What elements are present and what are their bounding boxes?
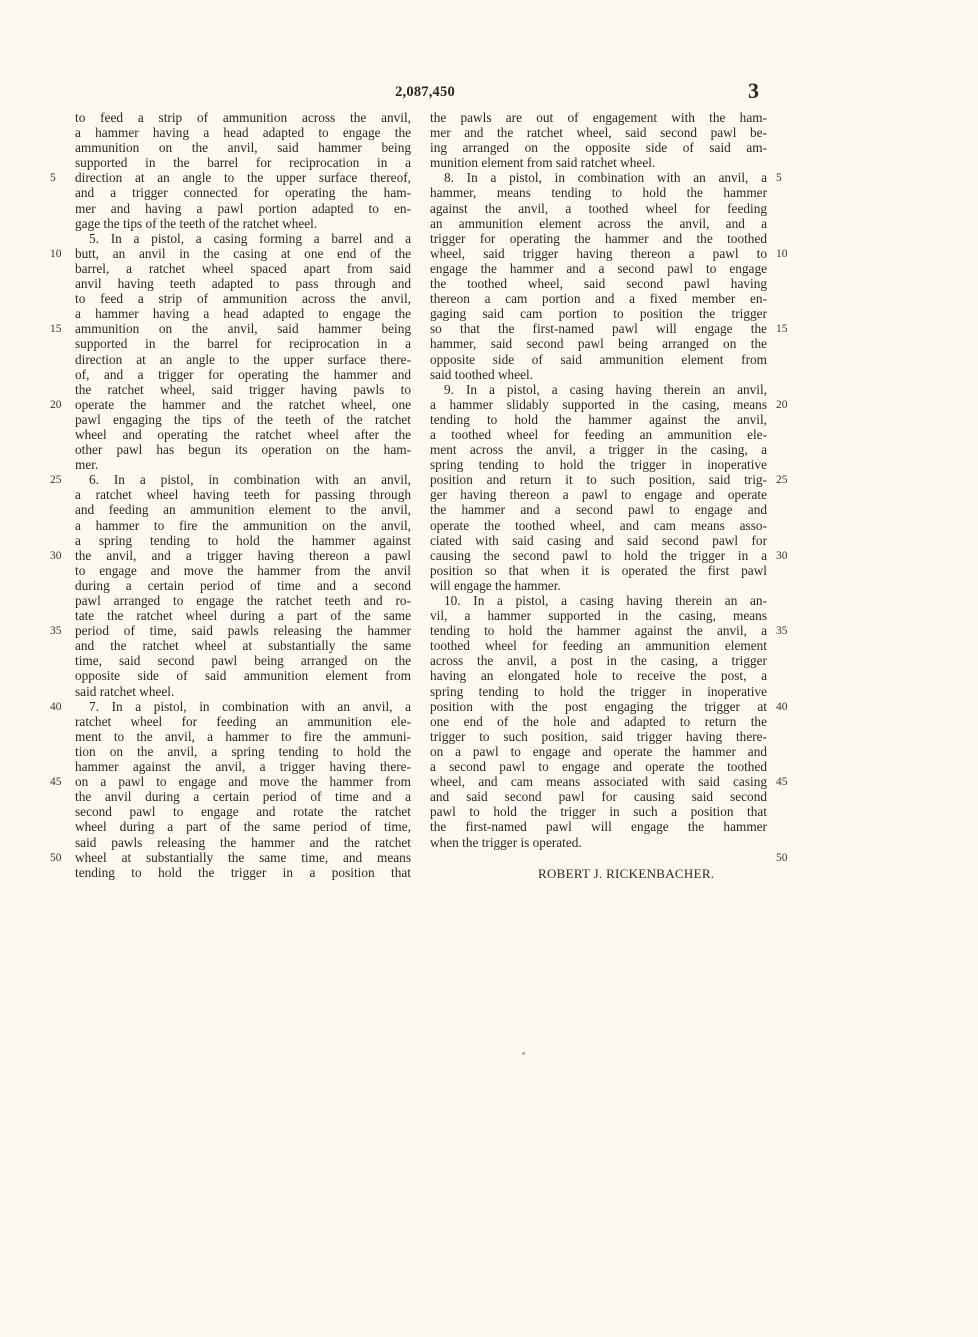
margin-line-number: 40 [50, 700, 62, 713]
text-line: trigger to such position, said trigger having there- [430, 728, 767, 744]
text-line: butt, an anvil in the casing at one end of the [75, 245, 411, 261]
text-line: when the trigger is operated. [430, 834, 582, 850]
text-line: wheel during a part of the same period of time, [75, 819, 411, 835]
text-line: and feeding an ammunition element to the anvil, [75, 502, 411, 518]
text-line: will engage the hammer. [430, 577, 561, 593]
text-line: wheel, said trigger having thereon a pawl to [430, 245, 767, 261]
text-line: trigger for operating the hammer and the toothed [430, 230, 767, 246]
text-line: a ratchet wheel having teeth for passing through [75, 487, 411, 503]
text-line: ger having thereon a pawl to engage and operate [430, 487, 767, 503]
text-line: and said second pawl for causing said second [430, 789, 767, 805]
text-line: and the ratchet wheel at substantially the same [75, 638, 411, 654]
text-line: to feed a strip of ammunition across the anvil, [75, 110, 411, 125]
text-line: time, said second pawl being arranged on the [75, 653, 411, 669]
text-line: a toothed wheel for feeding an ammunition ele- [430, 426, 767, 442]
margin-line-number: 10 [50, 247, 62, 260]
margin-line-number: 20 [776, 398, 788, 411]
text-line: tending to hold the hammer against the anvil, [430, 411, 767, 427]
text-line: opposite side of said ammunition element from [430, 351, 767, 367]
text-line: a hammer having a head adapted to engage the [75, 125, 411, 141]
text-line: an ammunition element across the anvil, and a [430, 215, 767, 231]
text-line: during a certain period of time and a second [75, 577, 411, 593]
text-line: ammunition on the anvil, said hammer being [75, 140, 411, 156]
margin-line-number: 15 [776, 323, 788, 336]
margin-line-number: 15 [50, 323, 62, 336]
text-line: toothed wheel for feeding an ammunition element [430, 638, 767, 654]
text-line: mer and the ratchet wheel, said second pawl be- [430, 125, 767, 141]
text-line: hammer, means tending to hold the hammer [430, 185, 767, 201]
text-line: to engage and move the hammer from the anvil [75, 562, 411, 578]
text-line: causing the second pawl to hold the trigger in a [430, 547, 767, 563]
text-line: wheel and operating the ratchet wheel after the [75, 426, 411, 442]
margin-line-number: 40 [776, 700, 788, 713]
left-text-column [75, 110, 411, 880]
text-line: supported in the barrel for reciprocation in a [75, 155, 411, 171]
margin-line-number: 35 [50, 625, 62, 638]
text-line: mer. [75, 457, 99, 473]
text-line: position so that when it is operated the first pawl [430, 562, 767, 578]
text-line: anvil having teeth adapted to pass through and [75, 276, 411, 292]
text-line: 6. In a pistol, in combination with an anvil, [89, 472, 411, 488]
text-line: the anvil, and a trigger having thereon a pawl [75, 547, 411, 563]
text-line: thereon a cam portion and a fixed member en- [430, 291, 767, 307]
inventor-signature: ROBERT J. RICKENBACHER. [538, 866, 715, 881]
margin-line-number: 5 [50, 172, 56, 185]
text-line: operate the toothed wheel, and cam means asso- [430, 517, 767, 533]
text-line: the first-named pawl will engage the hammer [430, 819, 767, 835]
text-line: hammer against the anvil, a trigger having there- [75, 759, 411, 775]
text-line: said pawls releasing the hammer and the ratchet [75, 834, 411, 850]
text-line: direction at an angle to the upper surface thereof, [75, 170, 411, 186]
text-line: pawl engaging the tips of the teeth of the ratchet [75, 411, 411, 427]
text-line: to feed a strip of ammunition across the anvil, [75, 291, 411, 307]
text-line: ratchet wheel for feeding an ammunition ele- [75, 713, 411, 729]
text-line: a hammer to fire the ammunition on the anvil, [75, 517, 411, 533]
text-line: the hammer and a second pawl to engage and [430, 502, 767, 518]
text-line: having an elongated hole to receive the post, a [430, 668, 767, 684]
margin-line-number: 35 [776, 625, 788, 638]
text-line: gaging said cam portion to position the trigger [430, 306, 767, 322]
text-line: period of time, said pawls releasing the hammer [75, 623, 411, 639]
margin-line-number: 45 [50, 776, 62, 789]
text-line: spring tending to hold the trigger in inoperative [430, 457, 767, 473]
page-number: 3 [748, 78, 759, 103]
margin-line-number: 50 [50, 851, 62, 864]
margin-line-number: 30 [776, 549, 788, 562]
text-line: one end of the hole and adapted to return the [430, 713, 767, 729]
text-line: said ratchet wheel. [75, 683, 175, 699]
text-line: 8. In a pistol, in combination with an anvil, a [444, 170, 767, 186]
text-line: position and return it to such position, said trig- [430, 472, 767, 488]
margin-line-number: 25 [50, 474, 62, 487]
margin-line-number: 45 [776, 776, 788, 789]
text-line: tending to hold the trigger in a position that [75, 864, 411, 880]
text-line: vil, a hammer supported in the casing, means [430, 608, 767, 624]
text-line: opposite side of said ammunition element from [75, 668, 411, 684]
text-line: a second pawl to engage and operate the toothed [430, 759, 767, 775]
margin-line-number: 10 [776, 247, 788, 260]
text-line: a hammer slidably supported in the casing, means [430, 396, 767, 412]
text-line: a hammer having a head adapted to engage the [75, 306, 411, 322]
text-line: wheel at substantially the same time, and means [75, 849, 411, 865]
text-line: 9. In a pistol, a casing having therein an anvil, [444, 381, 767, 397]
text-line: 5. In a pistol, a casing forming a barrel and a [89, 230, 411, 246]
ink-speck [522, 1052, 525, 1055]
patent-number: 2,087,450 [395, 84, 455, 100]
text-line: on a pawl to engage and operate the hammer and [430, 743, 767, 759]
text-line: spring tending to hold the trigger in inoperative [430, 683, 767, 699]
text-line: operate the hammer and the ratchet wheel, one [75, 396, 411, 412]
text-line: ment across the anvil, a trigger in the casing, a [430, 442, 767, 458]
text-line: ciated with said casing and said second pawl for [430, 532, 767, 548]
margin-line-number: 25 [776, 474, 788, 487]
text-line: the toothed wheel, said second pawl having [430, 276, 767, 292]
text-line: on a pawl to engage and move the hammer from [75, 774, 411, 790]
text-line: 10. In a pistol, a casing having therein an an- [444, 593, 767, 608]
text-line: across the anvil, a post in the casing, a trigger [430, 653, 767, 669]
text-line: against the anvil, a toothed wheel for feeding [430, 200, 767, 216]
margin-line-number: 50 [776, 851, 788, 864]
text-line: said toothed wheel. [430, 366, 534, 382]
text-line: barrel, a ratchet wheel spaced apart from said [75, 260, 411, 276]
text-line: tending to hold the hammer against the anvil, a [430, 623, 767, 639]
text-line: hammer, said second pawl being arranged on the [430, 336, 767, 352]
text-line: wheel, and cam means associated with said casing [430, 774, 767, 790]
margin-line-number: 5 [776, 172, 782, 185]
text-line: engage the hammer and a second pawl to engage [430, 260, 767, 276]
text-line: the ratchet wheel, said trigger having pawls to [75, 381, 411, 397]
text-line: and a trigger connected for operating the ham- [75, 185, 411, 201]
text-line: supported in the barrel for reciprocation in a [75, 336, 411, 352]
text-line: 7. In a pistol, in combination with an anvil, a [89, 698, 411, 714]
text-line: mer and having a pawl portion adapted to en- [75, 200, 411, 216]
text-line: ing arranged on the opposite side of said am- [430, 140, 767, 156]
right-text-column [430, 110, 767, 850]
text-line: pawl to hold the trigger in such a position that [430, 804, 767, 820]
text-line: gage the tips of the teeth of the ratchet wheel. [75, 215, 318, 231]
margin-line-number: 30 [50, 549, 62, 562]
text-line: of, and a trigger for operating the hammer and [75, 366, 411, 382]
text-line: second pawl to engage and rotate the ratchet [75, 804, 411, 820]
text-line: position with the post engaging the trigger at [430, 698, 767, 714]
text-line: a spring tending to hold the hammer against [75, 532, 411, 548]
text-line: tion on the anvil, a spring tending to hold the [75, 743, 411, 759]
text-line: ammunition on the anvil, said hammer being [75, 321, 411, 337]
text-line: pawl arranged to engage the ratchet teeth and ro- [75, 593, 411, 608]
text-line: direction at an angle to the upper surface there- [75, 351, 411, 367]
text-line: the pawls are out of engagement with the ham- [430, 110, 767, 125]
margin-line-number: 20 [50, 398, 62, 411]
text-line: so that the first-named pawl will engage the [430, 321, 767, 337]
text-line: munition element from said ratchet wheel. [430, 155, 656, 171]
text-line: ment to the anvil, a hammer to fire the ammuni- [75, 728, 411, 744]
text-line: the anvil during a certain period of time and a [75, 789, 411, 805]
text-line: tate the ratchet wheel during a part of the same [75, 608, 411, 624]
text-line: other pawl has begun its operation on the ham- [75, 442, 411, 458]
